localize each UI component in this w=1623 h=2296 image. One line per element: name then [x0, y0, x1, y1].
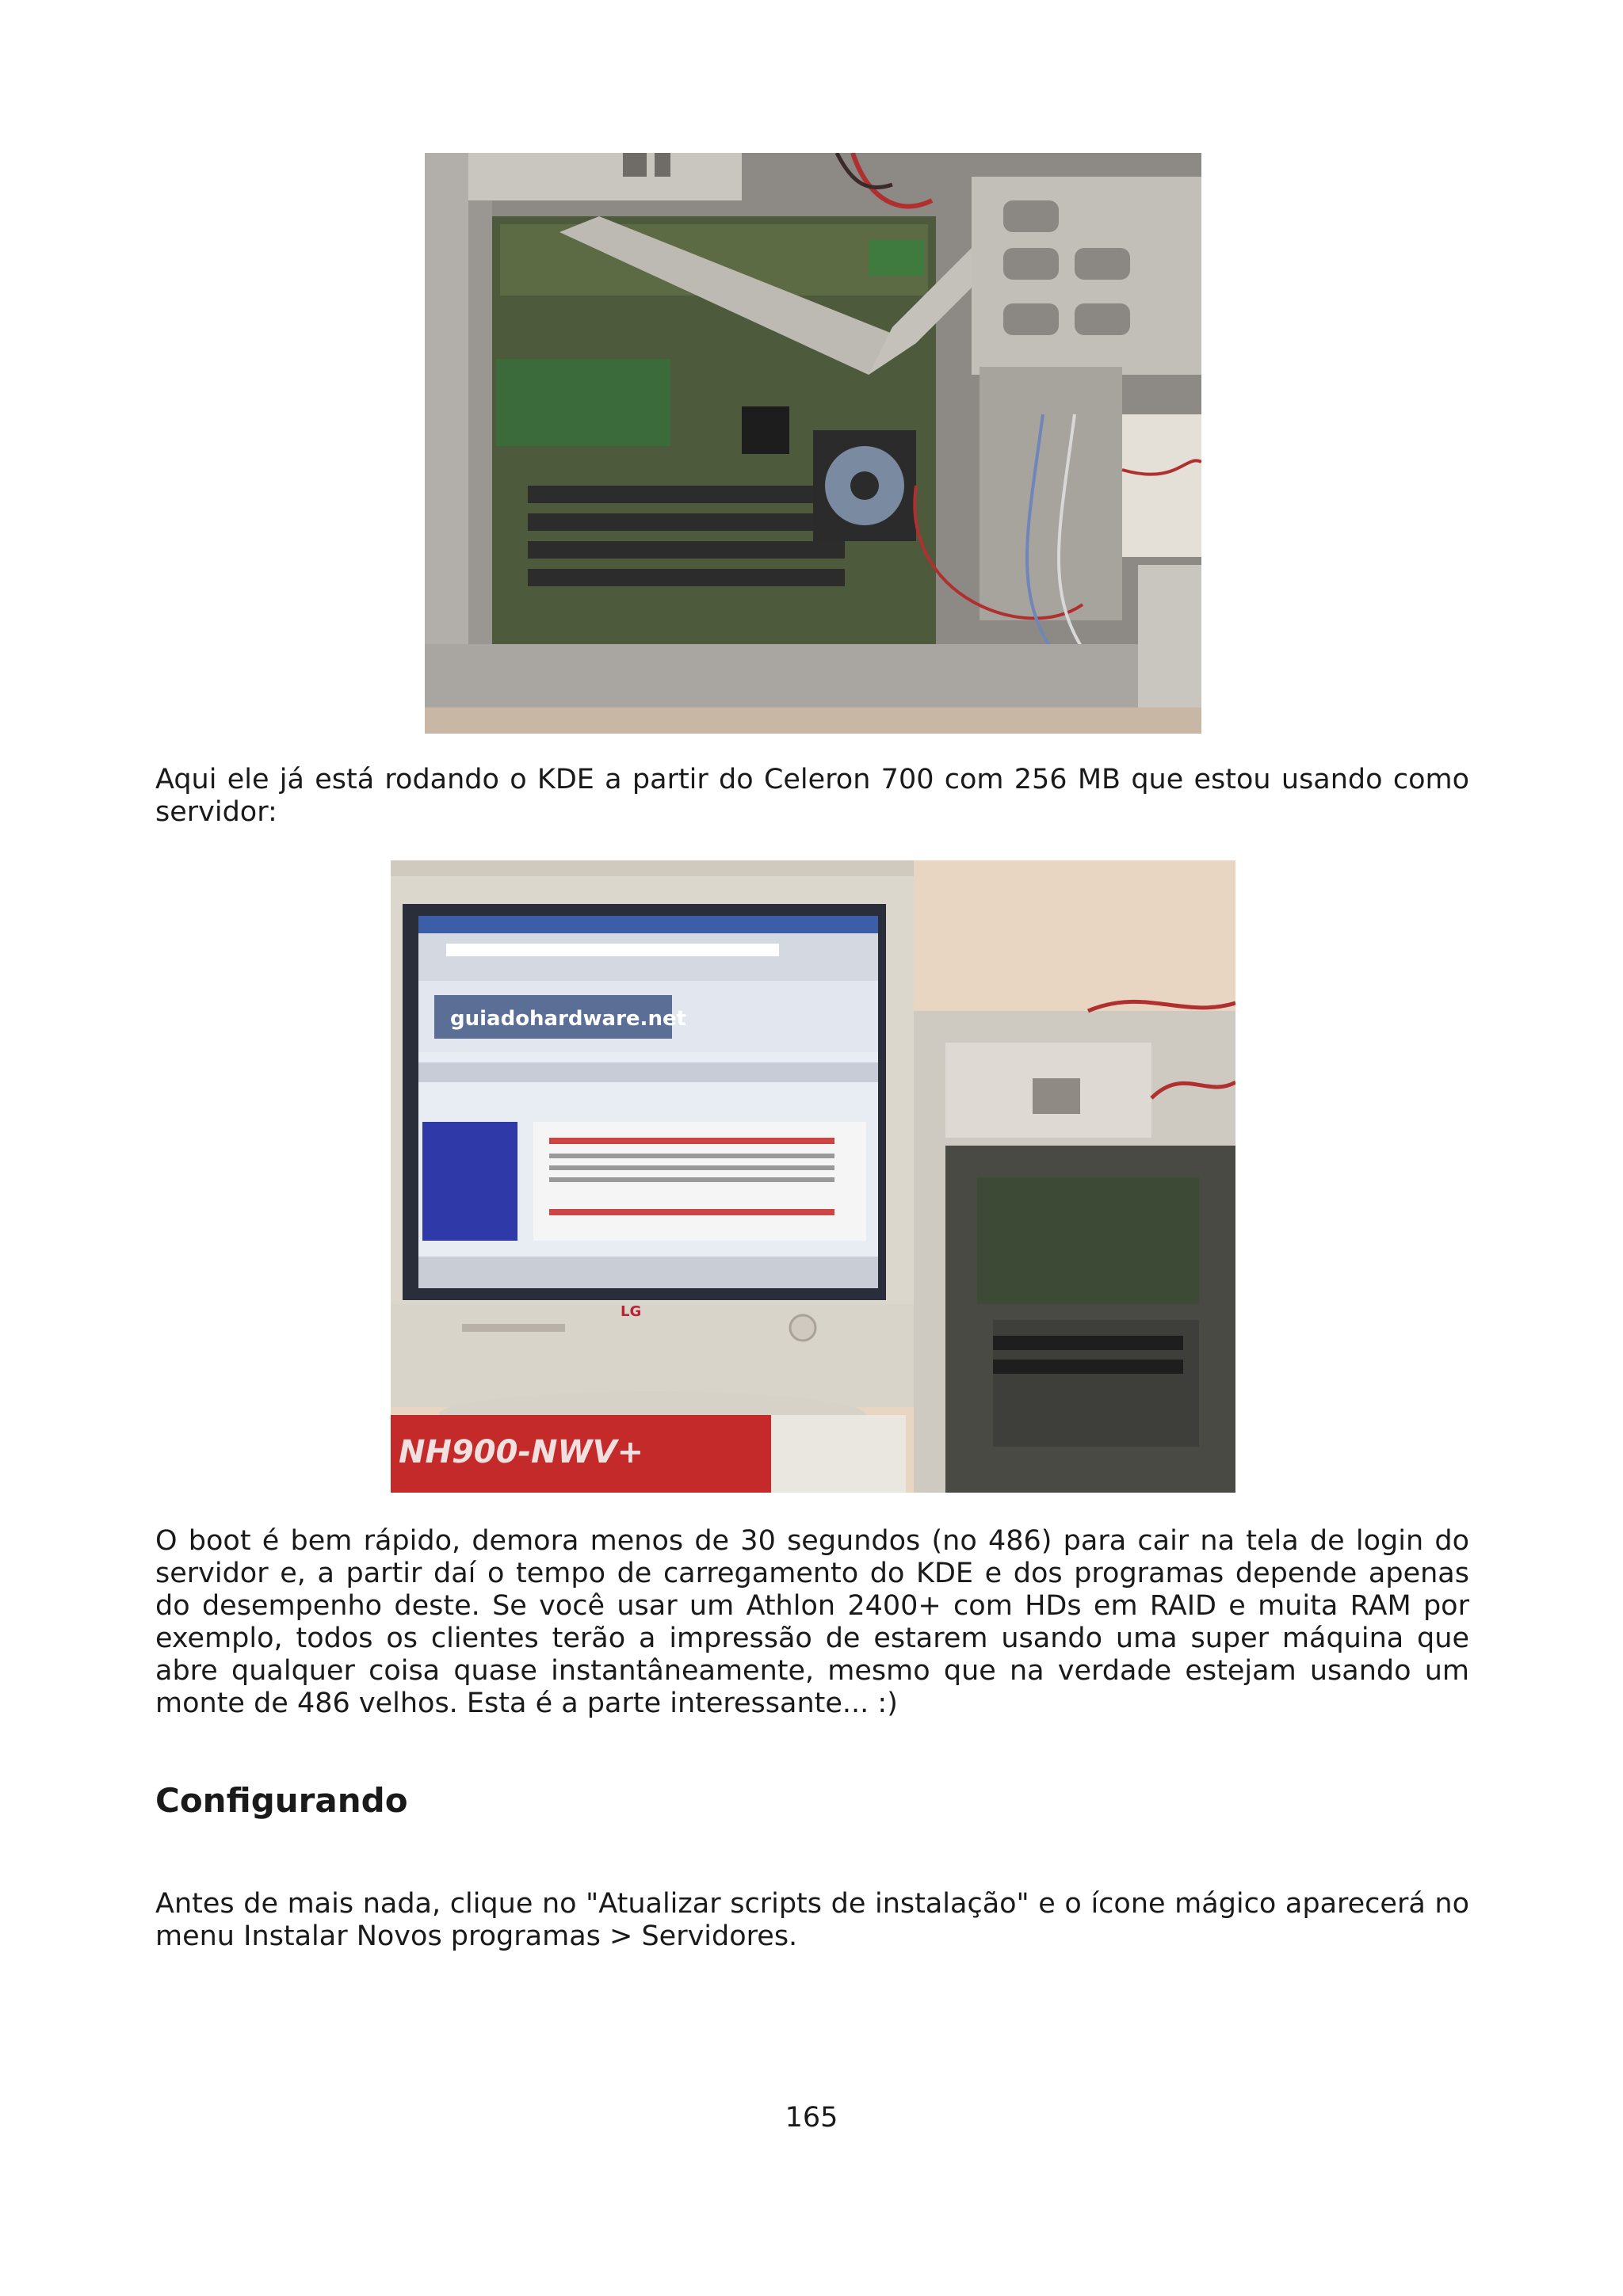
page-number: 165	[785, 2102, 838, 2134]
section-heading: Configurando	[155, 1781, 408, 1820]
monitor-brand-text: LG	[621, 1303, 642, 1320]
website-logo-text: guiadohardware.net	[450, 1007, 687, 1031]
boot-paragraph: O boot é bem rápido, demora menos de 30 segundos (no 486) para cair na tela de login do servidor e, a partir daí o tempo de carregamento do KDE e dos programas depende apenas do desempenho deste. Se você usar um Athlon 2400+ com HDs em RAID e muita RAM por exemplo, todos os clientes terão a impressão de estarem usando uma super máquina que abre qualquer coisa quase instantâneamente, mesmo que na verdade estejam usando um monte de 486 velhos. Esta é a parte interessante... :)	[155, 1525, 1469, 1719]
box-label-text: NH900-NWV+	[399, 1434, 644, 1470]
server-caption: Aqui ele já está rodando o KDE a partir do Celeron 700 com 256 MB que estou usando como servidor:	[155, 764, 1469, 828]
kde-monitor-photo	[391, 860, 1235, 1493]
config-paragraph: Antes de mais nada, clique no "Atualizar scripts de instalação" e o ícone mágico aparecerá no menu Instalar Novos programas > Servidores.	[155, 1888, 1469, 1952]
pc-internals-photo	[425, 153, 1201, 734]
